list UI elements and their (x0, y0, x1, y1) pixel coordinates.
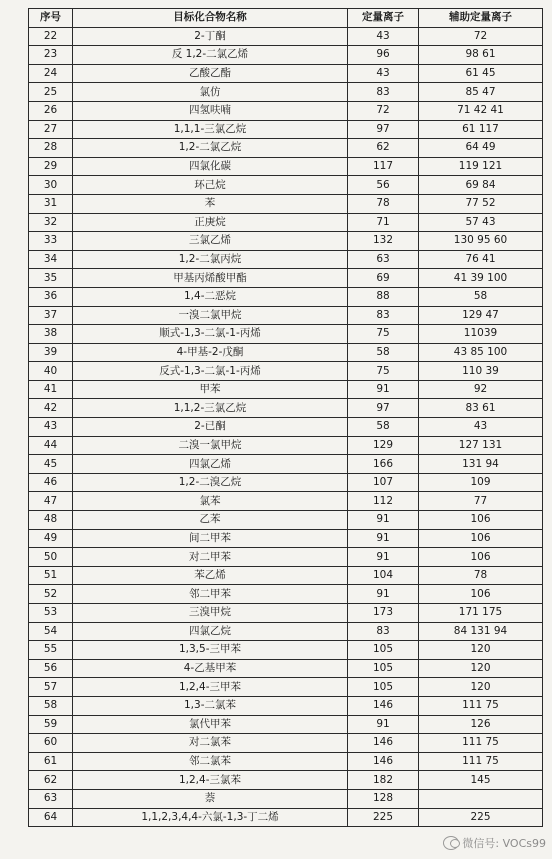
cell-quant-ion: 166 (348, 455, 419, 474)
cell-compound-name: 1,2-二氯丙烷 (73, 250, 348, 269)
cell-compound-name: 4-甲基-2-戊酮 (73, 343, 348, 362)
cell-compound-name: 环己烷 (73, 176, 348, 195)
cell-aux-ion: 72 (419, 27, 543, 46)
cell-aux-ion: 77 (419, 492, 543, 511)
cell-compound-name: 1,4-二恶烷 (73, 287, 348, 306)
table-row (29, 176, 543, 195)
cell-quant-ion: 78 (348, 194, 419, 213)
cell-index: 63 (29, 789, 73, 808)
cell-compound-name: 1,1,2,3,4,4-六氯-1,3-丁二烯 (73, 808, 348, 827)
cell-aux-ion: 106 (419, 548, 543, 567)
cell-aux-ion: 120 (419, 659, 543, 678)
cell-aux-ion: 106 (419, 585, 543, 604)
table-row (29, 399, 543, 418)
cell-quant-ion: 105 (348, 641, 419, 660)
cell-compound-name: 对二甲苯 (73, 548, 348, 567)
cell-index: 37 (29, 306, 73, 325)
cell-quant-ion: 112 (348, 492, 419, 511)
cell-quant-ion: 83 (348, 306, 419, 325)
cell-quant-ion: 83 (348, 622, 419, 641)
cell-compound-name: 反式-1,3-二氯-1-丙烯 (73, 362, 348, 381)
table-row (29, 269, 543, 288)
table-row (29, 622, 543, 641)
cell-quant-ion: 173 (348, 604, 419, 623)
cell-aux-ion: 106 (419, 511, 543, 530)
table-row (29, 232, 543, 251)
cell-index: 64 (29, 808, 73, 827)
cell-index: 36 (29, 287, 73, 306)
cell-index: 41 (29, 380, 73, 399)
table-row (29, 101, 543, 120)
cell-compound-name: 邻二氯苯 (73, 752, 348, 771)
cell-aux-ion: 120 (419, 641, 543, 660)
cell-compound-name: 乙酸乙酯 (73, 64, 348, 83)
cell-aux-ion: 92 (419, 380, 543, 399)
cell-aux-ion: 225 (419, 808, 543, 827)
cell-aux-ion: 119 121 (419, 157, 543, 176)
cell-quant-ion: 83 (348, 83, 419, 102)
cell-quant-ion: 225 (348, 808, 419, 827)
cell-compound-name: 1,2-二氯乙烷 (73, 139, 348, 158)
table-row (29, 418, 543, 437)
cell-quant-ion: 91 (348, 511, 419, 530)
cell-compound-name: 1,1,1-三氯乙烷 (73, 120, 348, 139)
table-row (29, 566, 543, 585)
cell-compound-name: 2-已酮 (73, 418, 348, 437)
cell-compound-name: 1,2-二溴乙烷 (73, 473, 348, 492)
table-row (29, 287, 543, 306)
cell-index: 62 (29, 771, 73, 790)
cell-index: 27 (29, 120, 73, 139)
cell-aux-ion: 131 94 (419, 455, 543, 474)
cell-compound-name: 1,3,5-三甲苯 (73, 641, 348, 660)
cell-compound-name: 氯苯 (73, 492, 348, 511)
cell-index: 30 (29, 176, 73, 195)
cell-index: 34 (29, 250, 73, 269)
cell-aux-ion: 85 47 (419, 83, 543, 102)
cell-index: 51 (29, 566, 73, 585)
cell-compound-name: 4-乙基甲苯 (73, 659, 348, 678)
watermark-text: 微信号: VOCs99 (462, 837, 546, 850)
cell-aux-ion: 130 95 60 (419, 232, 543, 251)
table-row (29, 64, 543, 83)
table-row (29, 492, 543, 511)
table-row (29, 808, 543, 827)
cell-quant-ion: 97 (348, 399, 419, 418)
cell-aux-ion: 61 45 (419, 64, 543, 83)
cell-compound-name: 反 1,2-二氯乙烯 (73, 46, 348, 65)
cell-quant-ion: 63 (348, 250, 419, 269)
cell-compound-name: 苯 (73, 194, 348, 213)
cell-index: 59 (29, 715, 73, 734)
cell-quant-ion: 91 (348, 585, 419, 604)
cell-compound-name: 三氯乙烯 (73, 232, 348, 251)
table-row (29, 157, 543, 176)
cell-aux-ion: 127 131 (419, 436, 543, 455)
cell-quant-ion: 146 (348, 734, 419, 753)
cell-quant-ion: 91 (348, 380, 419, 399)
cell-quant-ion: 72 (348, 101, 419, 120)
cell-compound-name: 四氯乙烯 (73, 455, 348, 474)
cell-compound-name: 四氯化碳 (73, 157, 348, 176)
cell-compound-name: 1,2,4-三氯苯 (73, 771, 348, 790)
cell-index: 47 (29, 492, 73, 511)
table-row (29, 213, 543, 232)
table-row (29, 83, 543, 102)
cell-quant-ion: 117 (348, 157, 419, 176)
cell-index: 40 (29, 362, 73, 381)
cell-index: 23 (29, 46, 73, 65)
cell-compound-name: 乙苯 (73, 511, 348, 530)
cell-index: 50 (29, 548, 73, 567)
cell-compound-name: 2-丁酮 (73, 27, 348, 46)
cell-index: 58 (29, 696, 73, 715)
cell-index: 39 (29, 343, 73, 362)
cell-aux-ion: 64 49 (419, 139, 543, 158)
cell-index: 33 (29, 232, 73, 251)
cell-compound-name: 二溴一氯甲烷 (73, 436, 348, 455)
cell-quant-ion: 129 (348, 436, 419, 455)
cell-compound-name: 正庚烷 (73, 213, 348, 232)
cell-aux-ion: 98 61 (419, 46, 543, 65)
cell-aux-ion: 111 75 (419, 696, 543, 715)
cell-index: 35 (29, 269, 73, 288)
cell-quant-ion: 75 (348, 362, 419, 381)
cell-index: 32 (29, 213, 73, 232)
table-row (29, 585, 543, 604)
cell-aux-ion: 61 117 (419, 120, 543, 139)
cell-quant-ion: 128 (348, 789, 419, 808)
header-index: 序号 (29, 9, 73, 28)
watermark (443, 835, 546, 851)
cell-quant-ion: 58 (348, 418, 419, 437)
cell-quant-ion: 97 (348, 120, 419, 139)
cell-index: 26 (29, 101, 73, 120)
header-compound-name: 目标化合物名称 (73, 9, 348, 28)
table-row (29, 678, 543, 697)
cell-compound-name: 一溴二氯甲烷 (73, 306, 348, 325)
table-row (29, 343, 543, 362)
cell-quant-ion: 132 (348, 232, 419, 251)
table-row (29, 325, 543, 344)
compound-table (28, 8, 543, 827)
table-row (29, 27, 543, 46)
table-row (29, 511, 543, 530)
cell-index: 42 (29, 399, 73, 418)
cell-aux-ion: 77 52 (419, 194, 543, 213)
cell-quant-ion: 75 (348, 325, 419, 344)
table-row (29, 734, 543, 753)
cell-aux-ion: 111 75 (419, 734, 543, 753)
table-row (29, 715, 543, 734)
cell-index: 48 (29, 511, 73, 530)
table-row (29, 46, 543, 65)
header-aux-ion: 辅助定量离子 (419, 9, 543, 28)
cell-index: 57 (29, 678, 73, 697)
table-row (29, 548, 543, 567)
cell-index: 52 (29, 585, 73, 604)
cell-index: 45 (29, 455, 73, 474)
cell-quant-ion: 43 (348, 64, 419, 83)
cell-aux-ion: 126 (419, 715, 543, 734)
cell-index: 24 (29, 64, 73, 83)
cell-index: 61 (29, 752, 73, 771)
cell-index: 60 (29, 734, 73, 753)
cell-aux-ion (419, 789, 543, 808)
cell-index: 54 (29, 622, 73, 641)
cell-aux-ion: 78 (419, 566, 543, 585)
cell-quant-ion: 88 (348, 287, 419, 306)
cell-compound-name: 1,1,2-三氯乙烷 (73, 399, 348, 418)
cell-aux-ion: 43 (419, 418, 543, 437)
table-row (29, 789, 543, 808)
table-row (29, 752, 543, 771)
cell-aux-ion: 84 131 94 (419, 622, 543, 641)
table-row (29, 362, 543, 381)
cell-aux-ion: 109 (419, 473, 543, 492)
cell-compound-name: 顺式-1,3-二氯-1-丙烯 (73, 325, 348, 344)
table-row (29, 380, 543, 399)
cell-aux-ion: 171 175 (419, 604, 543, 623)
cell-aux-ion: 57 43 (419, 213, 543, 232)
cell-compound-name: 甲苯 (73, 380, 348, 399)
cell-index: 28 (29, 139, 73, 158)
cell-aux-ion: 120 (419, 678, 543, 697)
table-row (29, 641, 543, 660)
cell-index: 38 (29, 325, 73, 344)
cell-compound-name: 苯乙烯 (73, 566, 348, 585)
table-row (29, 120, 543, 139)
table-row (29, 529, 543, 548)
table-row (29, 771, 543, 790)
cell-compound-name: 间二甲苯 (73, 529, 348, 548)
cell-aux-ion: 83 61 (419, 399, 543, 418)
cell-index: 46 (29, 473, 73, 492)
cell-aux-ion: 11039 (419, 325, 543, 344)
cell-aux-ion: 76 41 (419, 250, 543, 269)
wechat-icon (443, 836, 459, 850)
cell-quant-ion: 62 (348, 139, 419, 158)
table-row (29, 696, 543, 715)
cell-quant-ion: 43 (348, 27, 419, 46)
cell-quant-ion: 105 (348, 659, 419, 678)
cell-quant-ion: 71 (348, 213, 419, 232)
cell-quant-ion: 96 (348, 46, 419, 65)
cell-index: 29 (29, 157, 73, 176)
table-row (29, 473, 543, 492)
cell-index: 43 (29, 418, 73, 437)
cell-index: 53 (29, 604, 73, 623)
table-row (29, 250, 543, 269)
cell-index: 44 (29, 436, 73, 455)
cell-aux-ion: 43 85 100 (419, 343, 543, 362)
table-row (29, 436, 543, 455)
table-row (29, 455, 543, 474)
cell-quant-ion: 146 (348, 752, 419, 771)
cell-aux-ion: 106 (419, 529, 543, 548)
cell-quant-ion: 58 (348, 343, 419, 362)
cell-quant-ion: 104 (348, 566, 419, 585)
cell-aux-ion: 69 84 (419, 176, 543, 195)
cell-compound-name: 四氢呋喃 (73, 101, 348, 120)
cell-aux-ion: 58 (419, 287, 543, 306)
document-page (28, 8, 542, 827)
table-row (29, 306, 543, 325)
cell-index: 56 (29, 659, 73, 678)
cell-quant-ion: 146 (348, 696, 419, 715)
cell-compound-name: 氯仿 (73, 83, 348, 102)
table-row (29, 139, 543, 158)
cell-quant-ion: 182 (348, 771, 419, 790)
cell-index: 25 (29, 83, 73, 102)
cell-index: 31 (29, 194, 73, 213)
cell-aux-ion: 71 42 41 (419, 101, 543, 120)
cell-index: 49 (29, 529, 73, 548)
cell-quant-ion: 91 (348, 548, 419, 567)
cell-compound-name: 三溴甲烷 (73, 604, 348, 623)
cell-index: 55 (29, 641, 73, 660)
table-row (29, 194, 543, 213)
cell-compound-name: 邻二甲苯 (73, 585, 348, 604)
cell-quant-ion: 91 (348, 529, 419, 548)
table-header-row (29, 9, 543, 28)
cell-aux-ion: 41 39 100 (419, 269, 543, 288)
cell-quant-ion: 56 (348, 176, 419, 195)
cell-index: 22 (29, 27, 73, 46)
cell-quant-ion: 107 (348, 473, 419, 492)
table-row (29, 659, 543, 678)
table-row (29, 604, 543, 623)
cell-quant-ion: 69 (348, 269, 419, 288)
cell-quant-ion: 91 (348, 715, 419, 734)
cell-aux-ion: 110 39 (419, 362, 543, 381)
cell-compound-name: 1,3-二氯苯 (73, 696, 348, 715)
header-quant-ion: 定量离子 (348, 9, 419, 28)
cell-quant-ion: 105 (348, 678, 419, 697)
cell-compound-name: 萘 (73, 789, 348, 808)
cell-compound-name: 氯代甲苯 (73, 715, 348, 734)
cell-aux-ion: 129 47 (419, 306, 543, 325)
cell-compound-name: 四氯乙烷 (73, 622, 348, 641)
cell-compound-name: 对二氯苯 (73, 734, 348, 753)
cell-aux-ion: 111 75 (419, 752, 543, 771)
cell-compound-name: 1,2,4-三甲苯 (73, 678, 348, 697)
cell-compound-name: 甲基丙烯酸甲酯 (73, 269, 348, 288)
cell-aux-ion: 145 (419, 771, 543, 790)
